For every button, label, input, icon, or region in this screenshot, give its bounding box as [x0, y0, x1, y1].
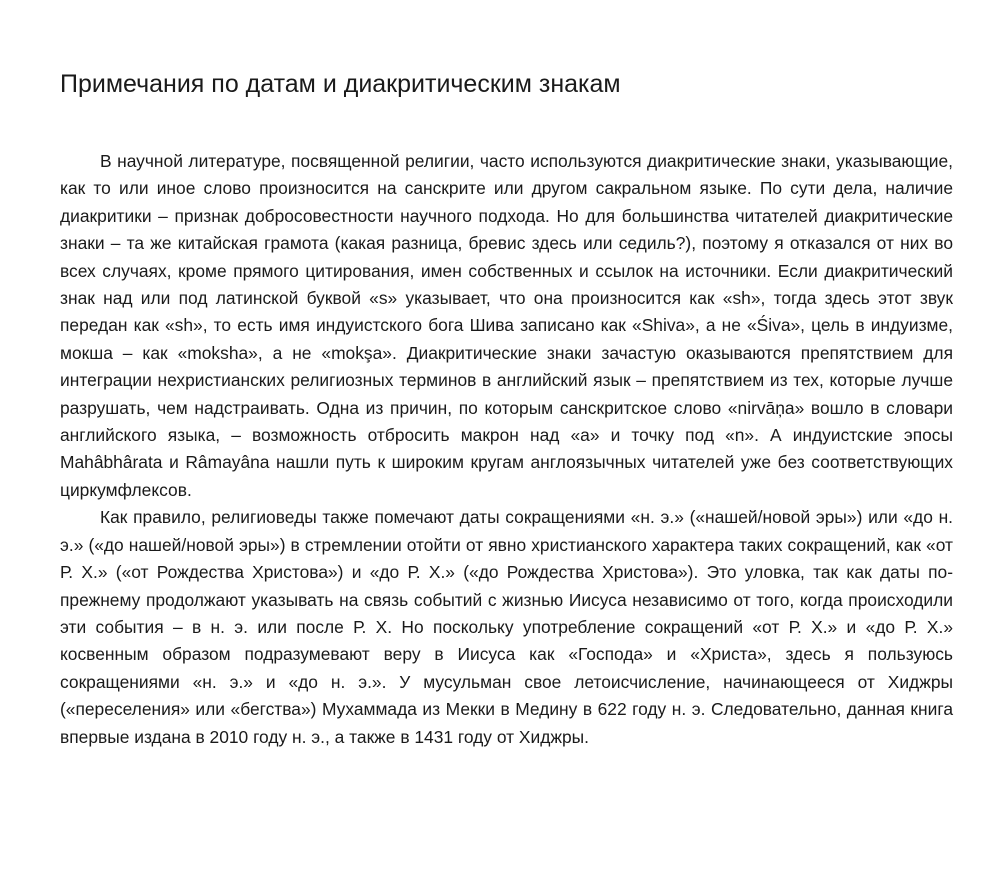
- paragraph-dates: Как правило, религиоведы также помечают даты сокращениями «н. э.» («нашей/новой эры») или «до н. э.» («до нашей/новой эры») в стремлении отойти от явно христианского характера таких сокращений, как «от Р. Х.» («от Рождества Христова») и «до Р. Х.» («до Рождества Христова»). Это уловка, так как даты по-прежнему продолжают указывать на связь событий с жизнью Иисуса независимо от того, когда происходили эти события – в н. э. или после Р. Х. Но поскольку употребление сокращений «от Р. Х.» и «до Р. Х.» косвенным образом подразумевают веру в Иисуса как «Господа» и «Христа», здесь я пользуюсь сокращениями «н. э.» и «до н. э.». У мусульман свое летоисчисление, начинающееся от Хиджры («переселения» или «бегства») Мухаммада из Мекки в Медину в 622 году н. э. Следовательно, данная книга впервые издана в 2010 году н. э., а также в 1431 году от Хиджры.: [60, 507, 953, 747]
- paragraph-diacritics: В научной литературе, посвященной религии, часто используются диакритические знаки, указывающие, как то или иное слово произносится на санскрите или другом сакральном языке. По сути дела, наличие диакритики – признак добросовестности научного подхода. Но для большинства читателей диакритические знаки – та же китайская грамота (какая разница, бревис здесь или седиль?), поэтому я отказался от них во всех случаях, кроме прямого цитирования, имен собственных и ссылок на источники. Если диакритический знак над или под латинской буквой «s» указывает, что она произносится как «sh», тогда здесь этот звук передан как «sh», то есть имя индуистского бога Шива записано как «Shiva», а не «Śiva», цель в индуизме, мокша – как «moksha», а не «mokşa». Диакритические знаки зачастую оказываются препятствием для интеграции нехристианских религиозных терминов в английский язык – препятствием из тех, которые лучше разрушать, чем надстраивать. Одна из причин, по которым санскритское слово «nirvāņa» вошло в словари английского языка, – возможность отбросить макрон над «а» и точку под «n». А индуистские эпосы Mahâbhârata и Râmayâna нашли путь к широким кругам англоязычных читателей уже без соответствующих циркумфлексов.: [60, 151, 953, 500]
- page-title: Примечания по датам и диакритическим знакам: [60, 70, 621, 98]
- body-text: [60, 148, 953, 751]
